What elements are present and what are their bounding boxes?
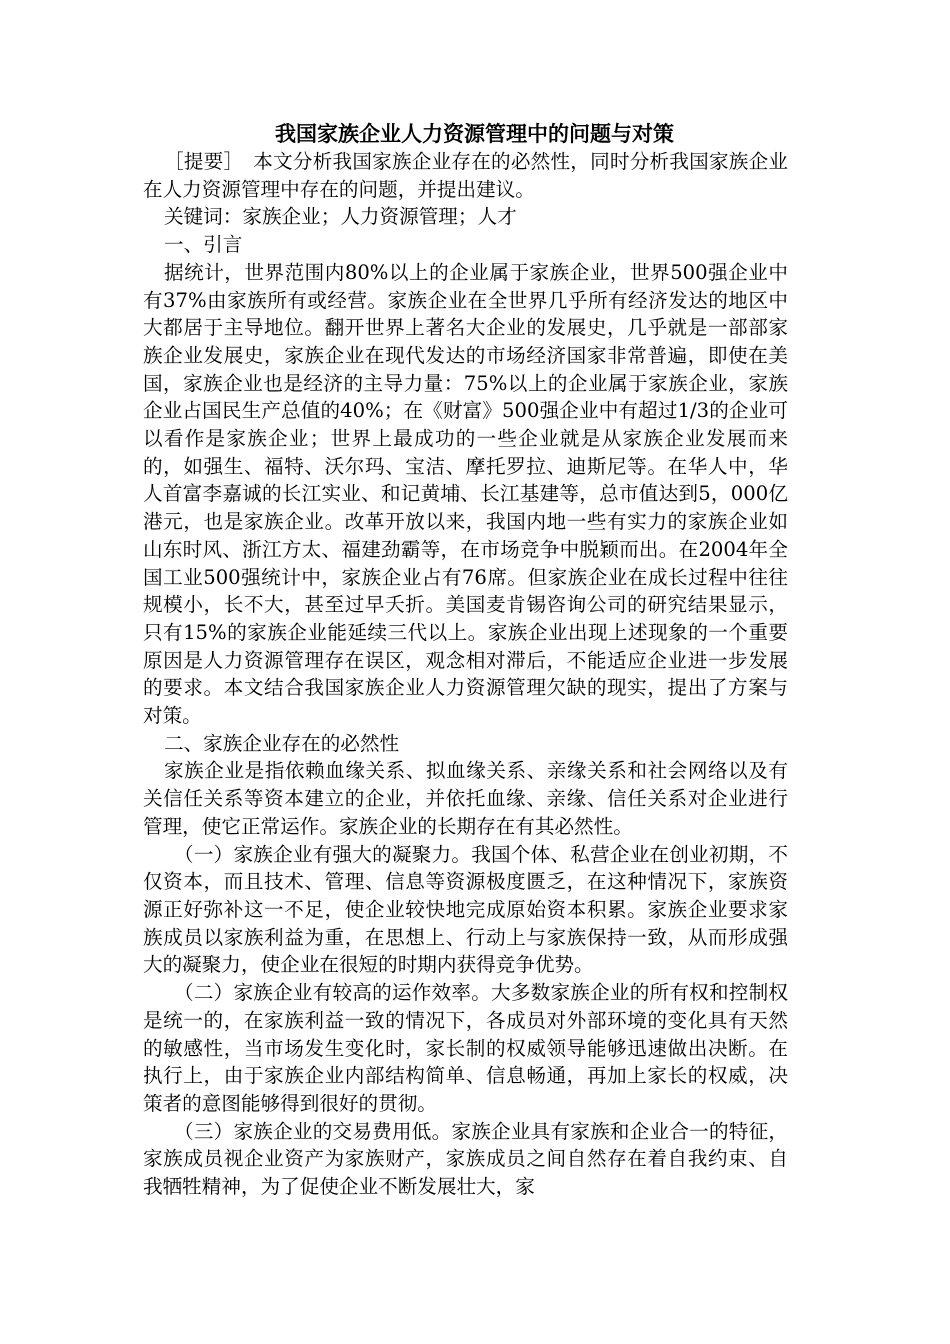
necessity-paragraph: 家族企业是指依赖血缘关系、拟血缘关系、亲缘关系和社会网络以及有关信任关系等资本建立的企业，并依托血缘、亲缘、信任关系对企业进行管理，使它正常运作。家族企业的长期存在有其必然性。 bbox=[143, 759, 788, 838]
introduction-paragraph: 据统计，世界范围内80%以上的企业属于家族企业，世界500强企业中有37%由家族所有或经营。家族企业在全世界几乎所有经济发达的地区中大都居于主导地位。翻开世界上著名大企业的发展史，几乎就是一部部家族企业发展史，家族企业在现代发达的市场经济国家非常普遍，即使在美国，家族企业也是经济的主导力量：75%以上的企业属于家族企业，家族企业占国民生产总值的40%；在《财富》500强企业中有超过1/3的企业可以看作是家族企业；世界上最成功的一些企业就是从家族企业发展而来的，如强生、福特、沃尔玛、宝洁、摩托罗拉、迪斯尼等。在华人中，华人首富李嘉诚的长江实业、和记黄埔、长江基建等，总市值达到5，000亿港元，也是家族企业。改革开放以来，我国内地一些有实力的家族企业如山东时风、浙江方太、福建劲霸等，在市场竞争中脱颖而出。在2004年全国工业500强统计中，家族企业占有76席。但家族企业在成长过程中往往规模小，长不大，甚至过早夭折。美国麦肯锡咨询公司的研究结果显示，只有15%的家族企业能延续三代以上。家族企业出现上述现象的一个重要原因是人力资源管理存在误区，观念相对滞后，不能适应企业进一步发展的要求。本文结合我国家族企业人力资源管理欠缺的现实，提出了方案与对策。 bbox=[143, 260, 788, 728]
keywords-line: 关键词：家族企业；人力资源管理；人才 bbox=[164, 205, 517, 229]
point-efficiency-paragraph: （二）家族企业有较高的运作效率。大多数家族企业的所有权和控制权是统一的，在家族利益一致的情况下，各成员对外部环境的变化具有天然的敏感性，当市场发生变化时，家长制的权威领导能够迅速做出决断。在执行上，由于家族企业内部结构简单、信息畅通，再加上家长的权威，决策者的意图能够得到很好的贯彻。 bbox=[143, 981, 788, 1115]
document-title: 我国家族企业人力资源管理中的问题与对策 bbox=[275, 121, 674, 146]
section-heading-introduction: 一、引言 bbox=[164, 233, 243, 257]
abstract-paragraph: ［提要］ 本文分析我国家族企业存在的必然性，同时分析我国家族企业在人力资源管理中存在的问题，并提出建议。 bbox=[143, 150, 788, 201]
point-transaction-cost-paragraph: （三）家族企业的交易费用低。家族企业具有家族和企业合一的特征，家族成员视企业资产为家族财产，家族成员之间自然存在着自我约束、自我牺牲精神，为了促使企业不断发展壮大，家 bbox=[143, 1119, 788, 1199]
section-heading-necessity: 二、家族企业存在的必然性 bbox=[164, 731, 400, 755]
document-page bbox=[143, 120, 788, 1201]
point-cohesion-paragraph: （一）家族企业有强大的凝聚力。我国个体、私营企业在创业初期，不仅资本，而且技术、管理、信息等资源极度匮乏，在这种情况下，家族资源正好弥补这一不足，使企业较快地完成原始资本积累。家族企业要求家族成员以家族利益为重，在思想上、行动上与家族保持一致，从而形成强大的凝聚力，使企业在很短的时期内获得竞争优势。 bbox=[143, 842, 788, 977]
